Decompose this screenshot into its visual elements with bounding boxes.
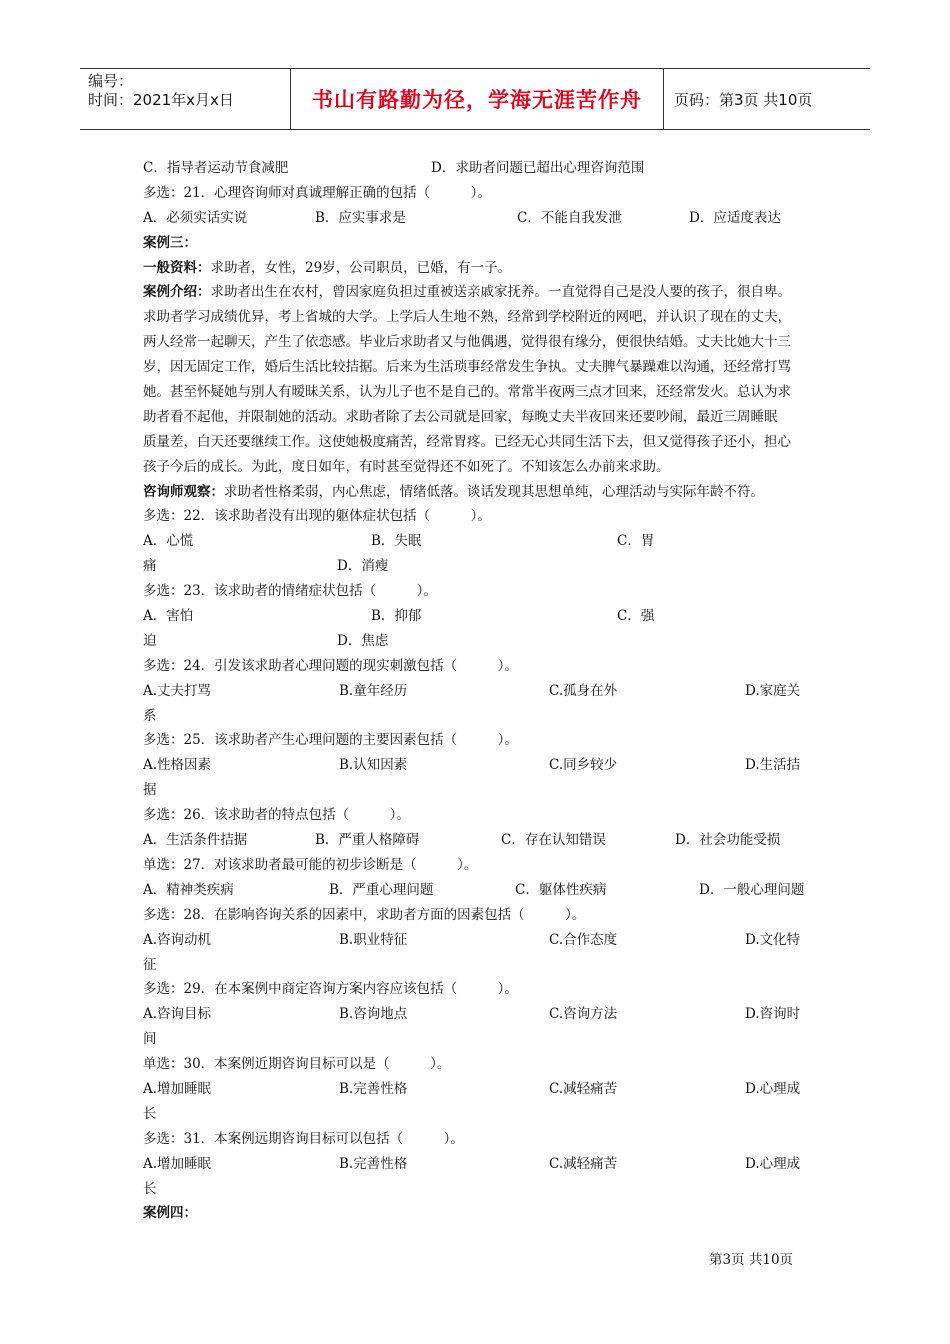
q31-option-d-wrap: 长 (143, 1180, 157, 1197)
option-c: C．不能自我发泄 (517, 209, 622, 226)
option-b: B．严重心理问题 (329, 881, 434, 898)
header-motto: 书山有路勤为径，学海无涯苦作舟 (291, 69, 664, 129)
observation-text: 求助者性格柔弱，内心焦虑，情绪低落。谈话发现其思想单纯，心理活动与实际年龄不符。 (224, 483, 764, 500)
option-d: D.文化特 (745, 931, 801, 948)
option-d: D．一般心理问题 (699, 881, 805, 898)
question-31: 多选：31．本案例远期咨询目标可以包括（ ）。 (143, 1130, 464, 1147)
q24-options (143, 679, 813, 704)
option-b: B．失眠 (371, 533, 422, 550)
case-intro-4: 岁，因无固定工作，婚后生活比较拮据。后来为生活琐事经常发生争执。丈夫脾气暴躁难以沟通，还经常打骂 (143, 359, 791, 376)
option-a: A．生活条件拮据 (143, 832, 248, 849)
intro-text: 求助者出生在农村，曾因家庭负担过重被送亲戚家抚养。一直觉得自己是没人要的孩子，很自卑。 (210, 284, 791, 301)
q26-options (143, 828, 813, 853)
header-page-info: 页码：第3页 共10页 (674, 90, 813, 109)
option-a: A．必须实话实说 (143, 209, 248, 226)
q22-options-cont (143, 554, 813, 579)
option-d: D.咨询时 (745, 1006, 801, 1023)
question-22: 多选：22．该求助者没有出现的躯体症状包括（ ）。 (143, 508, 491, 525)
option-d: D.心理成 (745, 1155, 801, 1172)
time-label: 时间：2021年x月x日 (88, 91, 234, 109)
counselor-observation (143, 480, 813, 505)
option-c: C.减轻痛苦 (549, 1080, 618, 1097)
document-body (143, 156, 813, 1226)
q31-options (143, 1152, 813, 1177)
q24-option-d-wrap: 系 (143, 707, 157, 724)
case-intro-1 (143, 280, 813, 305)
option-a: A.咨询目标 (143, 1006, 212, 1023)
option-b: B．抑郁 (371, 608, 422, 625)
case-intro-7: 质量差，白天还要继续工作。这使她极度痛苦，经常胃疼。已经无心共同生活下去，但又觉得孩子还小，担心 (143, 433, 791, 450)
page-header (80, 68, 870, 130)
q28-options (143, 928, 813, 953)
option-d: D．应适度表达 (689, 209, 781, 226)
option-a: A.增加睡眠 (143, 1155, 212, 1172)
option-d: D.家庭关 (745, 682, 801, 699)
q30-options (143, 1077, 813, 1102)
option-d: D．求助者问题已超出心理咨询范围 (431, 160, 645, 176)
option-b: B.职业特征 (339, 931, 408, 948)
option-d: D．社会功能受损 (675, 832, 781, 849)
q23-options (143, 604, 813, 629)
question-24: 多选：24．引发该求助者心理问题的现实刺激包括（ ）。 (143, 657, 518, 674)
option-b: B.认知因素 (339, 757, 408, 774)
q28-option-d-wrap: 征 (143, 956, 157, 973)
case-intro-8: 孩子今后的成长。为此，度日如年，有时甚至觉得还不如死了。不知该怎么办前来求助。 (143, 458, 670, 475)
option-a: A.咨询动机 (143, 931, 212, 948)
q29-option-d-wrap: 间 (143, 1031, 157, 1048)
intro-label: 案例介绍： (143, 284, 211, 301)
general-label: 一般资料： (143, 259, 211, 276)
question-26: 多选：26．该求助者的特点包括（ ）。 (143, 807, 410, 824)
option-a: A．心慌 (143, 533, 194, 550)
case-intro-2: 求助者学习成绩优异，考上省城的大学。上学后人生地不熟，经常到学校附近的网吧，并认识了现在的丈夫， (143, 309, 791, 326)
q23-options-cont (143, 629, 813, 654)
general-text: 求助者，女性，29岁，公司职员，已婚，有一子。 (210, 259, 512, 276)
option-b: B.咨询地点 (339, 1006, 408, 1023)
question-21: 多选：21．心理咨询师对真诚理解正确的包括（ ）。 (143, 184, 491, 201)
option-c: C．躯体性疾病 (515, 881, 607, 898)
q27-options (143, 878, 813, 903)
q29-options (143, 1002, 813, 1027)
question-30: 单选：30．本案例近期咨询目标可以是（ ）。 (143, 1056, 451, 1073)
page-footer: 第3页 共10页 (709, 1252, 794, 1268)
q20-options (143, 156, 813, 181)
option-c: C．指导者运动节食减肥 (143, 160, 289, 176)
option-c: C．存在认知错误 (501, 832, 606, 849)
option-b: B．应实事求是 (315, 209, 406, 226)
header-meta (80, 69, 291, 129)
option-c: C.孤身在外 (549, 682, 618, 699)
option-d: D.生活拮 (745, 757, 801, 774)
q30-option-d-wrap: 长 (143, 1105, 157, 1122)
option-c: C．强 (617, 608, 655, 625)
general-info (143, 256, 813, 281)
option-d: D．焦虑 (337, 632, 389, 649)
question-23: 多选：23．该求助者的情绪症状包括（ ）。 (143, 583, 437, 600)
option-a: A.丈夫打骂 (143, 682, 212, 699)
option-a: A．害怕 (143, 608, 194, 625)
case-intro-6: 助者看不起他，并限制她的活动。求助者除了去公司就是回家，每晚丈夫半夜回来还要吵闹，最近三周睡眠 (143, 408, 778, 425)
option-c: C.减轻痛苦 (549, 1155, 618, 1172)
case-intro-5: 她。甚至怀疑她与别人有暧昧关系，认为儿子也不是自己的。常常半夜两三点才回来，还经常发火。总认为求 (143, 384, 791, 401)
case-3-title: 案例三： (143, 234, 197, 251)
option-c: C.咨询方法 (549, 1006, 618, 1023)
option-b: B.童年经历 (339, 682, 408, 699)
q21-options (143, 206, 813, 231)
case-intro-3: 两人经常一起聊天，产生了依恋感。毕业后求助者又与他偶遇，觉得很有缘分，便很快结婚。丈夫比她大十三 (143, 334, 791, 351)
question-25: 多选：25．该求助者产生心理问题的主要因素包括（ ）。 (143, 732, 518, 749)
observation-label: 咨询师观察： (143, 483, 224, 500)
option-b: B.完善性格 (339, 1080, 408, 1097)
question-29: 多选：29．在本案例中商定咨询方案内容应该包括（ ）。 (143, 981, 518, 998)
q25-option-d-wrap: 据 (143, 782, 157, 799)
number-label: 编号： (88, 72, 134, 90)
option-a: A．精神类疾病 (143, 881, 234, 898)
option-b: B.完善性格 (339, 1155, 408, 1172)
case-4-title: 案例四： (143, 1205, 197, 1222)
option-c: C.合作态度 (549, 931, 618, 948)
option-c-wrap: 迫 (143, 632, 157, 649)
option-d: D.心理成 (745, 1080, 801, 1097)
option-a: A.性格因素 (143, 757, 212, 774)
option-c: C.同乡较少 (549, 757, 618, 774)
option-d: D．消瘦 (337, 558, 389, 575)
option-b: B．严重人格障碍 (315, 832, 420, 849)
question-28: 多选：28．在影响咨询关系的因素中，求助者方面的因素包括（ ）。 (143, 906, 586, 923)
question-27: 单选：27．对该求助者最可能的初步诊断是（ ）。 (143, 856, 478, 873)
option-c-wrap: 痛 (143, 558, 157, 575)
option-c: C．胃 (617, 533, 655, 550)
option-a: A.增加睡眠 (143, 1080, 212, 1097)
q25-options (143, 753, 813, 778)
q22-options (143, 529, 813, 554)
